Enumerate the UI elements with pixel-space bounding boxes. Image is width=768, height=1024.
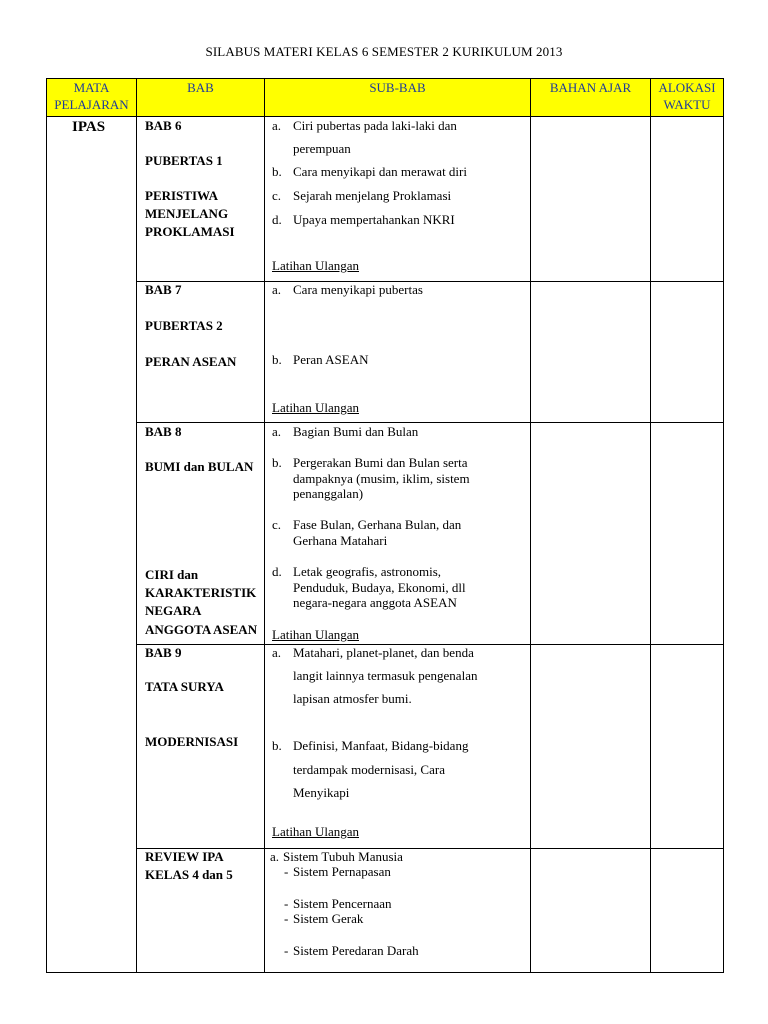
bab-8-topic-2-line1: CIRI dan bbox=[145, 567, 199, 582]
row-divider-4 bbox=[136, 848, 724, 849]
review-label-line2: KELAS 4 dan 5 bbox=[145, 867, 233, 882]
header-divider bbox=[46, 116, 724, 117]
subject-label: IPAS bbox=[72, 119, 106, 135]
table-border-left bbox=[46, 78, 47, 973]
subbab-dash: - bbox=[284, 911, 289, 926]
subbab-marker: b. bbox=[272, 352, 282, 367]
subbab-item: Letak geografis, astronomis, bbox=[293, 564, 442, 579]
bab-7-topic-2: PERAN ASEAN bbox=[145, 354, 237, 369]
subbab-item: Sejarah menjelang Proklamasi bbox=[293, 188, 452, 203]
bab-6-topic-2-line2: MENJELANG bbox=[145, 206, 229, 221]
subbab-marker: c. bbox=[272, 517, 282, 532]
column-divider-2 bbox=[264, 78, 265, 973]
bab-6-label: BAB 6 bbox=[145, 118, 182, 133]
subbab-item: Fase Bulan, Gerhana Bulan, dan bbox=[293, 517, 462, 532]
header-subbab: SUB-BAB bbox=[369, 80, 426, 95]
subbab-subitem: Sistem Gerak bbox=[293, 911, 364, 926]
bab-7-label: BAB 7 bbox=[145, 282, 182, 297]
subbab-marker: d. bbox=[272, 212, 282, 227]
bab-9-label: BAB 9 bbox=[145, 645, 182, 660]
subbab-subitem: Sistem Peredaran Darah bbox=[293, 943, 419, 958]
subbab-item-continuation: langit lainnya termasuk pengenalan bbox=[293, 668, 478, 683]
syllabus-table bbox=[46, 78, 724, 973]
subbab-item-continuation: dampaknya (musim, iklim, sistem bbox=[293, 471, 470, 486]
latihan-ulangan-label: Latihan Ulangan bbox=[272, 258, 359, 273]
subbab-marker: a. bbox=[272, 645, 282, 660]
latihan-ulangan-label: Latihan Ulangan bbox=[272, 824, 359, 839]
subbab-marker: b. bbox=[272, 738, 282, 753]
subbab-item: Cara menyikapi dan merawat diri bbox=[293, 164, 467, 179]
bab-9-topic-2: MODERNISASI bbox=[145, 734, 239, 749]
header-alokasi-line2: WAKTU bbox=[663, 97, 711, 112]
bab-8-topic-2-line3: NEGARA bbox=[145, 603, 202, 618]
latihan-ulangan-label: Latihan Ulangan bbox=[272, 627, 359, 642]
subbab-marker: b. bbox=[272, 455, 282, 470]
row-divider-1 bbox=[136, 281, 724, 282]
subbab-item-continuation: negara-negara anggota ASEAN bbox=[293, 595, 457, 610]
subbab-item: Definisi, Manfaat, Bidang-bidang bbox=[293, 738, 469, 753]
subbab-marker: c. bbox=[272, 188, 282, 203]
bab-8-topic-2-line2: KARAKTERISTIK bbox=[145, 585, 257, 600]
table-border-top bbox=[46, 78, 724, 79]
bab-6-topic-2-line1: PERISTIWA bbox=[145, 188, 218, 203]
subbab-subitem: Sistem Pernapasan bbox=[293, 864, 391, 879]
bab-6-topic-2-line3: PROKLAMASI bbox=[145, 224, 235, 239]
subbab-item: Upaya mempertahankan NKRI bbox=[293, 212, 455, 227]
column-divider-4 bbox=[650, 78, 651, 973]
bab-8-label: BAB 8 bbox=[145, 424, 182, 439]
table-border-right bbox=[723, 78, 724, 973]
subbab-marker: b. bbox=[272, 164, 282, 179]
column-divider-1 bbox=[136, 78, 137, 973]
subbab-item-continuation: perempuan bbox=[293, 141, 351, 156]
subbab-item: Sistem Tubuh Manusia bbox=[283, 849, 403, 864]
bab-7-topic-1: PUBERTAS 2 bbox=[145, 318, 223, 333]
subbab-item: Ciri pubertas pada laki-laki dan bbox=[293, 118, 457, 133]
subbab-marker: a. bbox=[270, 849, 280, 864]
subbab-item-continuation: lapisan atmosfer bumi. bbox=[293, 691, 412, 706]
header-mata-line2: PELAJARAN bbox=[54, 97, 129, 112]
bab-8-topic-1: BUMI dan BULAN bbox=[145, 459, 254, 474]
bab-8-topic-2-line4: ANGGOTA ASEAN bbox=[145, 622, 258, 637]
subbab-dash: - bbox=[284, 943, 289, 958]
table-border-bottom bbox=[46, 972, 724, 973]
subbab-item-continuation: Menyikapi bbox=[293, 785, 350, 800]
header-bab: BAB bbox=[187, 80, 214, 95]
subbab-marker: d. bbox=[272, 564, 282, 579]
subbab-dash: - bbox=[284, 896, 289, 911]
column-divider-3 bbox=[530, 78, 531, 973]
bab-9-topic-1: TATA SURYA bbox=[145, 679, 224, 694]
subbab-item: Pergerakan Bumi dan Bulan serta bbox=[293, 455, 468, 470]
bab-6-topic-1: PUBERTAS 1 bbox=[145, 153, 223, 168]
subbab-marker: a. bbox=[272, 118, 282, 133]
subbab-item-continuation: penanggalan) bbox=[293, 486, 364, 501]
row-divider-2 bbox=[136, 422, 724, 423]
subbab-subitem: Sistem Pencernaan bbox=[293, 896, 392, 911]
header-alokasi-line1: ALOKASI bbox=[658, 80, 716, 95]
latihan-ulangan-label: Latihan Ulangan bbox=[272, 400, 359, 415]
subbab-item: Cara menyikapi pubertas bbox=[293, 282, 423, 297]
subbab-dash: - bbox=[284, 864, 289, 879]
subbab-item: Bagian Bumi dan Bulan bbox=[293, 424, 419, 439]
subbab-item: Matahari, planet-planet, dan benda bbox=[293, 645, 474, 660]
header-mata-line1: MATA bbox=[73, 80, 110, 95]
header-bahan: BAHAN AJAR bbox=[549, 80, 632, 95]
subbab-item-continuation: Gerhana Matahari bbox=[293, 533, 388, 548]
review-label-line1: REVIEW IPA bbox=[145, 849, 224, 864]
subbab-marker: a. bbox=[272, 424, 282, 439]
document-title: SILABUS MATERI KELAS 6 SEMESTER 2 KURIKULUM 2013 bbox=[205, 44, 563, 59]
subbab-item-continuation: Penduduk, Budaya, Ekonomi, dll bbox=[293, 580, 466, 595]
subbab-marker: a. bbox=[272, 282, 282, 297]
subbab-item-continuation: terdampak modernisasi, Cara bbox=[293, 762, 445, 777]
subbab-item: Peran ASEAN bbox=[293, 352, 369, 367]
